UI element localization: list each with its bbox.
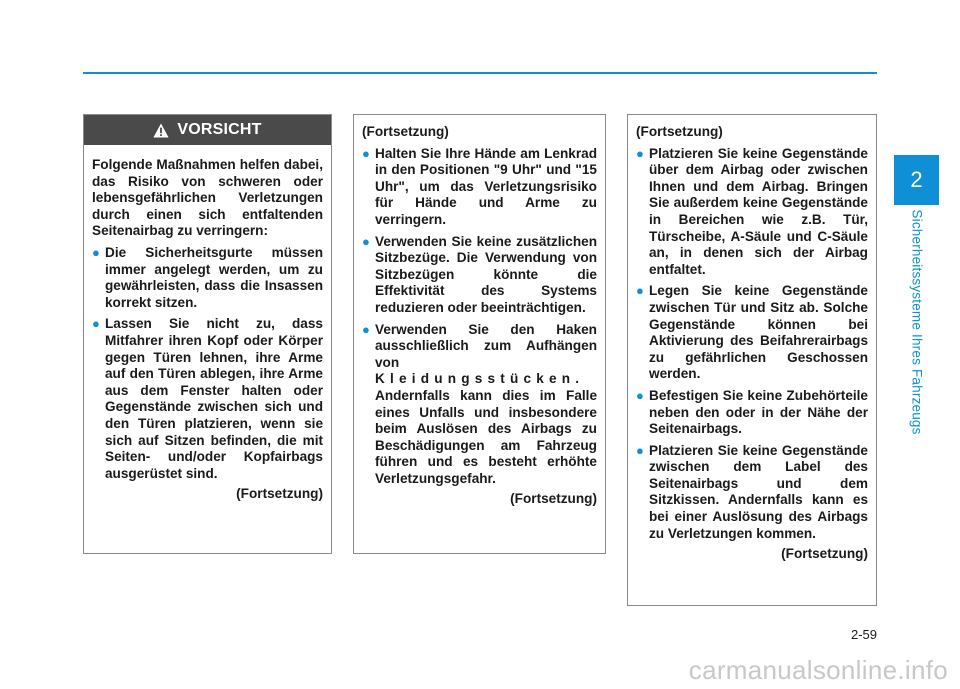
- list-item: ● Legen Sie keine Gegenstände zwischen Tür und Sitz ab. Solche Gegenstände können bei Aktivierung des Beifahrerairbags zu gefährlichen Geschossen werden.: [636, 283, 868, 382]
- continued-label: (Fortsetzung): [510, 491, 597, 507]
- page-number: 2-59: [850, 627, 877, 642]
- bullet-icon: ●: [92, 244, 100, 260]
- warning-triangle-icon: [153, 123, 169, 138]
- bullet-icon: ●: [362, 145, 370, 161]
- continued-header: (Fortsetzung): [636, 124, 723, 139]
- bullet-icon: ●: [362, 233, 370, 249]
- bullet-icon: ●: [636, 442, 644, 458]
- bullet-icon: ●: [636, 145, 644, 161]
- caution-intro: Folgende Maßnahmen helfen dabei, das Risiko von schweren oder lebensgefährlichen Verletzungen durch einen sich entfaltenden Seitenairbag zu verringern:: [92, 157, 323, 239]
- bullet-icon: ●: [636, 283, 644, 299]
- list-item: ● Lassen Sie nicht zu, dass Mitfahrer ihren Kopf oder Körper gegen Türen lehnen, ihre Arme auf den Türen ablegen, ihre Arme aus dem Fenster halten oder Gegenstände zwischen sich und den Türen platzieren, wenn sie sich auf Sitzen befinden, die mit Seiten- und/oder Kopfairbags ausgerüstet sind.: [92, 316, 323, 481]
- bullet-icon: ●: [362, 321, 370, 337]
- header-rule: [83, 72, 877, 74]
- continued-label: (Fortsetzung): [236, 486, 323, 502]
- watermark: carmanualsonline.info: [688, 655, 948, 685]
- list-item: ● Verwenden Sie den Haken ausschließlich zum Aufhängen von Kleidungsstücken. Andernfalls kann dies im Falle eines Unfalls und insbesondere beim Auslösen des Airbags zu Beschädigungen am Fahrzeug führen und es besteht erhöhte Verletzungsgefahr.: [362, 321, 597, 486]
- list-item: ● Die Sicherheitsgurte müssen immer angelegt werden, um zu gewährleisten, dass die Insassen korrekt sitzen.: [92, 244, 323, 310]
- list-item: ● Befestigen Sie keine Zubehörteile neben den oder in der Nähe der Seitenairbags.: [636, 387, 868, 437]
- bullet-icon: ●: [92, 316, 100, 332]
- caution-title: VORSICHT: [177, 121, 262, 138]
- chapter-number-tab: 2: [894, 155, 939, 205]
- continuation-box-2: [627, 114, 877, 606]
- chapter-title: Sicherheitssysteme Ihres Fahrzeugs: [909, 209, 925, 435]
- bullet-icon: ●: [636, 387, 644, 403]
- continued-header: (Fortsetzung): [362, 124, 449, 139]
- list-item: ● Platzieren Sie keine Gegenstände über dem Airbag oder zwischen Ihnen und dem Airbag. Bringen Sie außerdem keine Gegenstände in Bereichen wie z.B. Tür, Türscheibe, A-Säule und C-Säule an, in denen sich der Airbag entfaltet.: [636, 145, 868, 277]
- list-item: ● Halten Sie Ihre Hände am Lenkrad in den Positionen "9 Uhr" und "15 Uhr", um das Verletzungsrisiko für Hände und Arme zu verringern.: [362, 145, 597, 227]
- continuation-box-1: [353, 114, 606, 554]
- caution-box: [83, 114, 332, 554]
- list-item: ● Verwenden Sie keine zusätzlichen Sitzbezüge. Die Verwendung von Sitzbezügen könnte die Effektivität des Systems reduzieren oder beeinträchtigen.: [362, 233, 597, 315]
- list-item: ● Platzieren Sie keine Gegenstände zwischen dem Label des Seitenairbags und dem Sitzkissen. Andernfalls kann es bei einer Auslösung des Airbags zu Verletzungen kommen.: [636, 442, 868, 541]
- caution-header: [84, 115, 331, 145]
- continued-label: (Fortsetzung): [781, 546, 868, 562]
- spaced-word: Kleidungsstücken.: [375, 371, 585, 387]
